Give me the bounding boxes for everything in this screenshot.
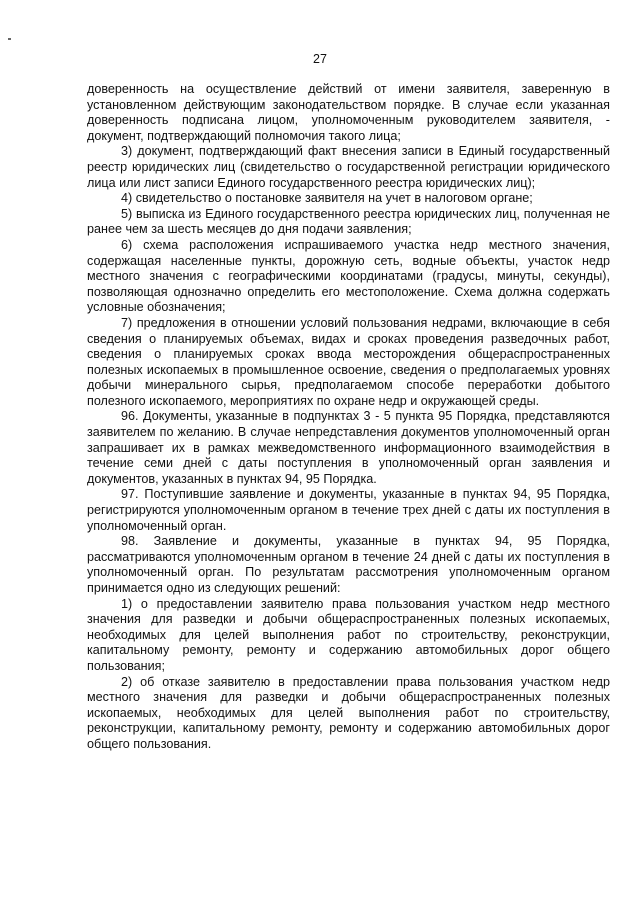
clause-98: 98. Заявление и документы, указанные в пунктах 94, 95 Порядка, рассматриваются уполномоченным органом в течение 24 дней с даты их поступления в уполномоченный орган. По результатам рассмотрения уполномоченным органом принимается одно из следующих решений: [87,534,610,595]
decision-item-1-grant: 1) о предоставлении заявителю права пользования участком недр местного значения для разведки и добычи общераспространенных полезных ископаемых, необходимых для целей выполнения работ по строительству, реконструкции, капитальному ремонту, ремонту и содержанию автомобильных дорог общего пользования; [87,596,610,673]
list-item-6-site-scheme: 6) схема расположения испрашиваемого участка недр местного значения, содержащая населенные пункты, дорожную сеть, водные объекты, участок недр местного значения с географическими координатами (градусы, минуты, секунды), позволяющая однозначно определить его местоположение. Схема должна содержать условные обозначения; [87,237,610,315]
decision-item-2-refusal: 2) об отказе заявителю в предоставлении права пользования участком недр местного значения для разведки и добычи общераспространенных полезных ископаемых, необходимых для целей выполнения работ по строительству, реконструкции, капитальному ремонту, ремонту и содержанию автомобильных дорог общего пользования. [87,674,610,751]
list-item-3-registry-record: 3) документ, подтверждающий факт внесения записи в Единый государственный реестр юридических лиц (свидетельство о государственной регистрации юридического лица или лист записи Единого государственного реестра юридических лиц); [87,144,610,190]
scan-artifact-mark [8,38,11,40]
clause-97: 97. Поступившие заявление и документы, указанные в пунктах 94, 95 Порядка, регистрируются уполномоченным органом в течение трех дней с даты их поступления в уполномоченный орган. [87,487,610,533]
list-item-5-registry-extract: 5) выписка из Единого государственного реестра юридических лиц, полученная не ранее чем за шесть месяцев до дня подачи заявления; [87,206,610,237]
list-item-7-use-proposals: 7) предложения в отношении условий пользования недрами, включающие в себя сведения о планируемых объемах, видах и сроках проведения разведочных работ, сведения о планируемых сроках ввода месторождения общераспространенных полезных ископаемых в промышленное освоение, сведения о предполагаемых уровнях добычи минерального сырья, предполагаемом способе переработки добытого полезного ископаемого, мероприятиях по охране недр и окружающей среды. [87,315,610,408]
list-item-4-tax-certificate: 4) свидетельство о постановке заявителя на учет в налоговом органе; [121,191,533,206]
paragraph-power-of-attorney: доверенность на осуществление действий от имени заявителя, заверенную в установленном действующим законодательством порядке. В случае если указанная доверенность подписана лицом, уполномоченным руководителем заявителя, - документ, подтверждающий полномочия такого лица; [87,82,610,143]
page-number: 27 [313,52,327,66]
document-body [87,82,610,753]
clause-96: 96. Документы, указанные в подпунктах 3 - 5 пункта 95 Порядка, представляются заявителем по желанию. В случае непредставления документов уполномоченный орган запрашивает их в рамках межведомственного информационного взаимодействия в течение семи дней с даты поступления в уполномоченный орган заявления и документов, указанных в пунктах 94, 95 Порядка. [87,409,610,486]
